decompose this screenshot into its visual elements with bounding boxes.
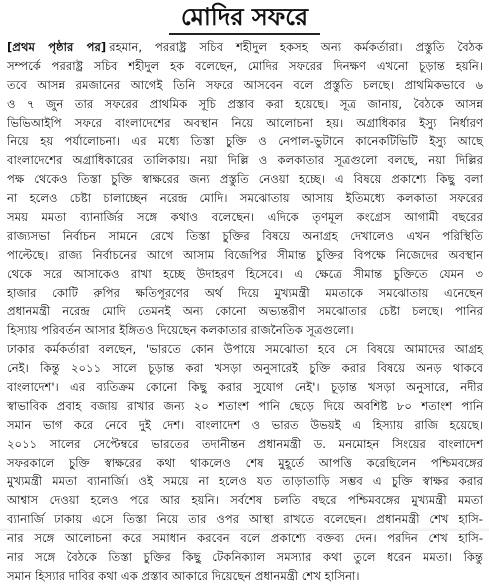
- article-line: [7, 114, 483, 133]
- article-line: [7, 378, 483, 397]
- article-line: [7, 529, 483, 548]
- article-line: [7, 246, 483, 265]
- article-line-text: না হলেও চেষ্টা চালাচ্ছেন নরেন্দ্র মোদি। সমঝোতায় আসায় ইতিমধ্যে কলকাতা সফরের: [7, 191, 483, 206]
- continued-from-label: [প্রথম পৃষ্ঠার পর]: [7, 40, 107, 54]
- article-line-text: ব্যানার্জি ঢাকায় এসে তিস্তা নিয়ে তার ওপর আস্থা রাখতে বলেছেন। প্রধানমন্ত্রী শেখ হাসি-: [7, 512, 483, 527]
- article-line: [7, 321, 483, 340]
- article-line-text: নার সঙ্গে বৈঠকে তিস্তা চুক্তির কিছু টেকনিক্যাল সমস্যার কথা তুলে ধরেন মমতা। কিন্তু: [7, 550, 483, 565]
- article-line: [7, 76, 483, 95]
- article-line-text: সম্পর্কে পররাষ্ট্র সচিব শহীদুল হক বলেছেন, মোদির সফরের দিনক্ষণ এখনো চূড়ান্ত হয়নি।: [7, 58, 483, 73]
- article-line: [7, 170, 483, 189]
- article-line-text: তবে আসন্ন রমজানের আগেই তিনি সফরে আসবেন বলে প্রস্তুতি চলছে। প্রাথমিকভাবে ৬: [7, 77, 483, 92]
- article-line-text: ভিভিআইপি সফরে বাংলাদেশের অবস্থান নিয়ে আলোচনা হয়। অগ্রাধিকার ইস্যু নির্ধারণ: [7, 115, 483, 130]
- article-line-text: মুখ্যমন্ত্রী মমতা ব্যানার্জি। ওই সময়ে না হলেও যত তাড়াতাড়ি সম্ভব এ চুক্তি স্বাক্ষর করার: [7, 474, 483, 489]
- article-line-text: সফরকালে চুক্তি স্বাক্ষরের কথা থাকলেও শেষ মুহূর্তে আপত্তি করেছিলেন পশ্চিমবঙ্গের: [7, 455, 483, 470]
- article-line: [7, 227, 483, 246]
- article-line: [7, 38, 483, 57]
- article-line: [7, 132, 483, 151]
- article-line-text: বাংলাদেশ'। এর ব্যতিক্রম কোনো কিছু করার সুযোগ নেই'। চূড়ান্ত খসড়া অনুসারে, নদীর: [7, 380, 483, 395]
- article-line-text: পক্ষ থেকেও তিস্তা চুক্তি স্বাক্ষরের জন্য প্রস্তুতি নেওয়া হচ্ছে। এ বিষয়ে প্রকাশ্যে কিছু বলা: [7, 172, 483, 187]
- article-line: [7, 548, 483, 567]
- article-line-text: আশ্বাস দেওয়া হলেও পরে আর হয়নি। সর্বশেষ চলতি বছরে পশ্চিমবঙ্গের মুখ্যমন্ত্রী মমতা: [7, 493, 483, 508]
- article-headline: মোদির সফরে: [169, 2, 320, 35]
- article-line: [7, 57, 483, 76]
- article-line-text: নার সঙ্গে আলোচনা করে সমাধান করবেন বলে প্রকাশ্যে বক্তব্য দেন। পরদিন শেখ হাসি-: [7, 531, 483, 546]
- article-line: [7, 416, 483, 435]
- article-line-text: রহমান, পররাষ্ট্র সচিব শহীদুল হকসহ অন্য কর্মকর্তারা। প্রস্তুতি বৈঠক: [109, 40, 484, 54]
- article-line: [7, 359, 483, 378]
- article-line: [7, 340, 483, 359]
- headline-container: [0, 2, 489, 35]
- article-body: [7, 38, 483, 586]
- clipping-edge: [0, 527, 489, 531]
- article-line-text: ঢাকার কর্মকর্তারা বলছেন, 'ভারতে কোন উপায়ে সমঝোতা হবে সে বিষয়ে আমাদের আগ্রহ: [7, 342, 483, 357]
- article-line: [7, 491, 483, 510]
- article-line: [7, 472, 483, 491]
- article-line-text: বাংলাদেশের অগ্রাধিকারের তালিকায়। নয়া দিল্লি ও কলকাতার সূত্রগুলো বলছে, নয়া দিল্লির: [7, 153, 484, 168]
- article-line-text: সমান ভাগ করে নেবে দুই দেশ। বাংলাদেশ ও ভারত উভয়ই এ হিস্যায় রাজি হয়েছে।: [7, 417, 483, 432]
- article-line-text: প্রধানমন্ত্রী নরেন্দ্র মোদি তেমনই অন্য কোনো অভ্যন্তরীণ সমঝোতার চেষ্টা চলছে। পানির: [7, 304, 483, 319]
- article-line-text: হিস্যায় পরিবর্তন আসার ইঙ্গিতও দিয়েছেন কলকাতার রাজনৈতিক সূত্রগুলো।: [7, 323, 354, 338]
- article-line-text: নেই। কিন্তু ২০১১ সালে চূড়ান্ত করা খসড়া অনুসারেই চুক্তি করার বিষয়ে অনড় থাকবে: [7, 361, 483, 376]
- article-line: [7, 454, 483, 473]
- article-line: [7, 567, 483, 586]
- article-line-text: সমান হিস্যার দাবির কথা এক প্রস্তাব আকারে দিয়েছেন প্রধানমন্ত্রী শেখ হাসিনা।: [7, 568, 360, 583]
- article-line: [7, 284, 483, 303]
- article-line-text: থেকে সরে আসাকেও রাখা হচ্ছে উদাহরণ হিসেবে। এ ক্ষেত্রে সীমান্ত চুক্তিতে যেমন ৩: [7, 266, 483, 281]
- article-line-text: হাজার কোটি রুপির ক্ষতিপূরণের অর্থ দিয়ে মুখ্যমন্ত্রী মমতাকে সমঝোতায় এনেছেন: [7, 285, 483, 300]
- article-line-text: রাজ্যসভা নির্বাচন সামনে রেখে তিস্তা চুক্তির বিষয়ে অনাগ্রহ দেখালেও এখন পরিস্থিতি: [7, 228, 483, 243]
- article-line-text: সময় মমতা ব্যানার্জির সঙ্গে কথাও বলেছেন। এদিকে তৃণমূল কংগ্রেস আগামী বছরের: [7, 210, 483, 225]
- article-line-text: ও ৭ জুন তার সফরের প্রাথমিক সূচি প্রস্তাব করা হয়েছে। সূত্র জানায়, বৈঠকে আসন্ন: [7, 96, 483, 111]
- article-line: [7, 189, 483, 208]
- article-line: [7, 95, 483, 114]
- article-line-text: ২০১১ সালের সেপ্টেম্বরে ভারতের তদানীন্তন প্রধানমন্ত্রী ড. মনমোহন সিংয়ের বাংলাদেশ: [7, 436, 483, 451]
- article-line-text: নিয়ে হয় পর্যালোচনা। এর মধ্যে তিস্তা চুক্তি ও নেপাল-ভুটানে কানেকটিভিটি ইস্যু আছে: [7, 134, 483, 149]
- article-line: [7, 397, 483, 416]
- article-line-text: পাল্টেছে। রাজ্য নির্বাচনের আগে আসাম বিজেপির সীমান্ত চুক্তির বিপক্ষে নিজেদের অবস্থান: [7, 247, 483, 262]
- article-line: [7, 265, 483, 284]
- article-line: [7, 435, 483, 454]
- article-line-text: স্বাভাবিক প্রবাহ বজায় রাখার জন্য ২০ শতাংশ পানি ছেড়ে দিয়ে অবশিষ্ট ৮০ শতাংশ পানি: [7, 398, 483, 413]
- article-line: [7, 208, 483, 227]
- article-line: [7, 151, 483, 170]
- article-line: [7, 302, 483, 321]
